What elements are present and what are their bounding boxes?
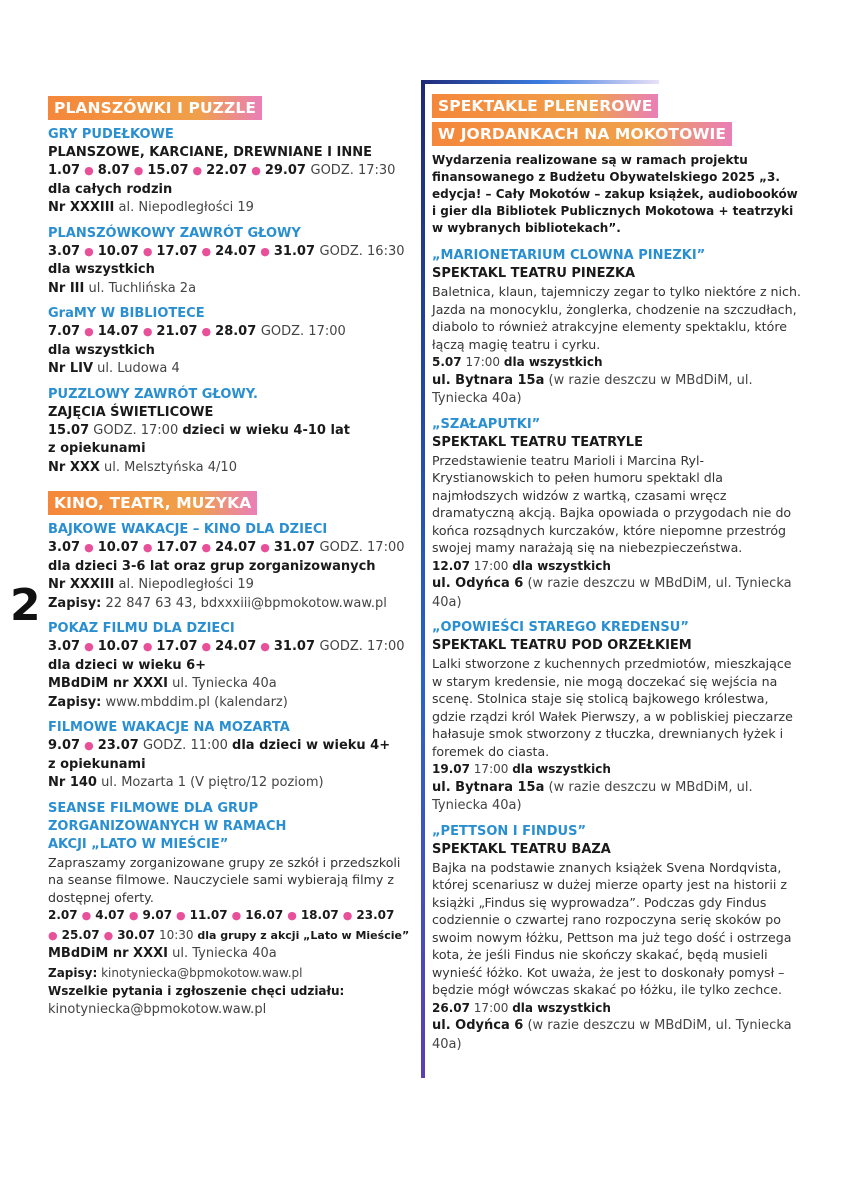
- event-title: „MARIONETARIUM CLOWNA PINEZKI”: [432, 248, 706, 263]
- event-item: [48, 521, 408, 613]
- event-subtitle: SPEKTAKL TEATRU POD ORZEŁKIEM: [432, 638, 692, 653]
- event-dates: 19.07 17:00 dla wszystkich: [432, 762, 611, 776]
- event-item: [432, 416, 802, 613]
- event-signup: Zapisy: 22 847 63 43, bdxxxiii@bpmokotow.waw.pl: [48, 595, 387, 611]
- event-signup: Zapisy: www.mbddim.pl (kalendarz): [48, 694, 288, 710]
- event-subtitle: ZAJĘCIA ŚWIETLICOWE: [48, 404, 214, 420]
- event-item: [48, 225, 408, 299]
- event-place: MBdDiM nr XXXI ul. Tyniecka 40a: [48, 946, 277, 961]
- event-place: Nr 140 ul. Mozarta 1 (V piętro/12 poziom): [48, 775, 324, 790]
- event-audience: z opiekunami: [48, 441, 146, 456]
- event-item: [432, 619, 802, 816]
- event-title: SEANSE FILMOWE DLA GRUP ZORGANIZOWANYCH W RAMACH AKCJI „LATO W MIEŚCIE”: [48, 800, 287, 852]
- event-title: BAJKOWE WAKACJE – KINO DLA DZIECI: [48, 522, 328, 537]
- event-dates-cont: ● 25.07 ● 30.07 10:30 dla grupy z akcji „Lato w Mieście”: [48, 927, 410, 942]
- event-place: ul. Bytnara 15a (w razie deszczu w MBdDiM, ul. Tyniecka 40a): [432, 372, 753, 406]
- event-title: GRY PUDEŁKOWE: [48, 127, 174, 142]
- event-item: [48, 305, 408, 379]
- event-place: MBdDiM nr XXXI ul. Tyniecka 40a: [48, 676, 277, 691]
- event-signup: Zapisy: kinotyniecka@bpmokotow.waw.pl: [48, 965, 303, 980]
- right-top-rule: [421, 80, 659, 84]
- event-contact-label: Wszelkie pytania i zgłoszenie chęci udziału:: [48, 984, 345, 998]
- event-description: Lalki stworzone z kuchennych przedmiotów, mieszkające w starym kredensie, nie mogą doczekać się wejścia na scenę. Stolnica staje się stolicą bajkowego królestwa, gdzie rządzi król Wałek Pierwszy, a w pobliskiej pieczarze hałasuje smok stworzony z tłuczka, drewnianych łyżek i foremek do ciasta.: [432, 656, 793, 759]
- event-place: ul. Odyńca 6 (w razie deszczu w MBdDiM, ul. Tyniecka 40a): [432, 1018, 792, 1052]
- event-description: Zapraszamy zorganizowane grupy ze szkół i przedszkoli na seanse filmowe. Nauczyciele sami wybierają filmy z dostępnej oferty.: [48, 854, 401, 905]
- event-place: Nr XXXIII al. Niepodległości 19: [48, 577, 254, 592]
- section-heading-cinema: KINO, TEATR, MUZYKA: [48, 491, 257, 515]
- event-place: Nr XXX ul. Melsztyńska 4/10: [48, 459, 237, 475]
- section-heading-games: PLANSZÓWKI I PUZZLE: [48, 96, 262, 120]
- section-heading-outdoor: SPEKTAKLE PLENEROWE: [432, 94, 658, 118]
- event-audience: dla całych rodzin: [48, 181, 173, 197]
- event-dates: 1.07 ● 8.07 ● 15.07 ● 22.07 ● 29.07 GODZ. 17:30: [48, 163, 396, 178]
- event-audience: dla dzieci w wieku 6+: [48, 657, 207, 673]
- event-title: PUZZLOWY ZAWRÓT GŁOWY.: [48, 386, 258, 402]
- event-item: [432, 823, 802, 1055]
- event-dates: 3.07 ● 10.07 ● 17.07 ● 24.07 ● 31.07 GODZ. 16:30: [48, 243, 405, 259]
- event-item: [48, 386, 408, 478]
- event-description: Przedstawienie teatru Marioli i Marcina Ryl-Krystianowskich to pełen humoru spektakl dla najmłodszych widzów z wartką, czasami wręcz dramatyczną akcją. Bajka opowiada o przygodach nie do końca rozsądnych kurczaków, które niepomne przestróg swojej mamy narażają się na niebezpieczeństwa.: [432, 452, 792, 555]
- event-audience: dla dzieci 3-6 lat oraz grup zorganizowanych: [48, 558, 376, 574]
- event-place: ul. Bytnara 15a (w razie deszczu w MBdDiM, ul. Tyniecka 40a): [432, 779, 753, 813]
- event-description: Baletnica, klaun, tajemniczy zegar to tylko niektóre z nich. Jazda na monocyklu, żonglerka, chodzenie na szczudłach, diabolo to również atrakcyjne elementy spektaklu, które łączą magię teatru i cyrku.: [432, 284, 801, 352]
- event-audience: dla wszystkich: [48, 262, 155, 277]
- right-column: [432, 94, 802, 1061]
- event-place: Nr XXXIII al. Niepodległości 19: [48, 200, 254, 215]
- event-title: POKAZ FILMU DLA DZIECI: [48, 621, 235, 636]
- event-title: „OPOWIEŚCI STAREGO KREDENSU”: [432, 620, 689, 635]
- event-item: [48, 126, 408, 218]
- event-item: [48, 719, 408, 793]
- event-dates: 26.07 17:00 dla wszystkich: [432, 1000, 611, 1015]
- event-title: „PETTSON I FINDUS”: [432, 823, 587, 839]
- event-subtitle: PLANSZOWE, KARCIANE, DREWNIANE I INNE: [48, 145, 373, 160]
- event-dates: 3.07 ● 10.07 ● 17.07 ● 24.07 ● 31.07 GODZ. 17:00: [48, 639, 405, 654]
- event-subtitle: SPEKTAKL TEATRU BAZA: [432, 841, 611, 857]
- event-dates: 15.07 GODZ. 17:00 dzieci w wieku 4-10 lat: [48, 422, 350, 438]
- event-dates: 9.07 ● 23.07 GODZ. 11:00 dla dzieci w wieku 4+: [48, 738, 391, 753]
- event-subtitle: SPEKTAKL TEATRU PINEZKA: [432, 266, 636, 281]
- event-dates: 2.07 ● 4.07 ● 9.07 ● 11.07 ● 16.07 ● 18.07 ● 23.07: [48, 908, 395, 922]
- event-title: GraMY W BIBLIOTECE: [48, 306, 205, 321]
- event-description: Bajka na podstawie znanych książek Svena Nordqvista, której scenariusz w dużej mierze oparty jest na historii z książki „Findus się wyprowadza”. Podczas gdy Findus codziennie o czwartej rano rozpoczyna serię skoków po swoim nowym łóżku, Pettson ma już tego dość i ostrzega kota, że jeśli Findus nie skończy skakać, będą musieli wynieść łóżko. Kot uważa, że jest to doskonały pomysł – będzie mógł wówczas skakać po łóżku, ile tylko zechce.: [432, 859, 792, 997]
- event-item: [48, 800, 408, 1020]
- event-item: [432, 247, 802, 409]
- left-column: [48, 96, 408, 1026]
- event-dates: 12.07 17:00 dla wszystkich: [432, 558, 611, 573]
- event-item: [48, 620, 408, 712]
- section-heading-outdoor-2: W JORDANKACH NA MOKOTOWIE: [432, 122, 732, 146]
- event-place: Nr III ul. Tuchlińska 2a: [48, 280, 197, 296]
- event-audience: z opiekunami: [48, 756, 146, 772]
- event-audience: dla wszystkich: [48, 342, 155, 358]
- intro-text: Wydarzenia realizowane są w ramach projektu finansowanego z Budżetu Obywatelskiego 2025 „3. edycja! – Cały Mokotów – zakup książek, audiobooków i gier dla Bibliotek Publicznych Mokotowa + teatrzyki w wybranych bibliotekach”.: [432, 153, 798, 235]
- event-title: „SZAŁAPUTKI”: [432, 416, 541, 432]
- event-title: PLANSZÓWKOWY ZAWRÓT GŁOWY: [48, 225, 301, 241]
- page-number: 2: [10, 580, 41, 631]
- event-subtitle: SPEKTAKL TEATRU TEATRYLE: [432, 434, 643, 450]
- column-divider: [421, 82, 425, 1078]
- event-place: ul. Odyńca 6 (w razie deszczu w MBdDiM, ul. Tyniecka 40a): [432, 576, 792, 610]
- event-title: FILMOWE WAKACJE NA MOZARTA: [48, 720, 290, 735]
- event-dates: 7.07 ● 14.07 ● 21.07 ● 28.07 GODZ. 17:00: [48, 324, 346, 339]
- event-dates: 3.07 ● 10.07 ● 17.07 ● 24.07 ● 31.07 GODZ. 17:00: [48, 540, 405, 555]
- event-place: Nr LIV ul. Ludowa 4: [48, 361, 180, 376]
- event-contact: kinotyniecka@bpmokotow.waw.pl: [48, 1001, 267, 1017]
- event-dates: 5.07 17:00 dla wszystkich: [432, 355, 603, 369]
